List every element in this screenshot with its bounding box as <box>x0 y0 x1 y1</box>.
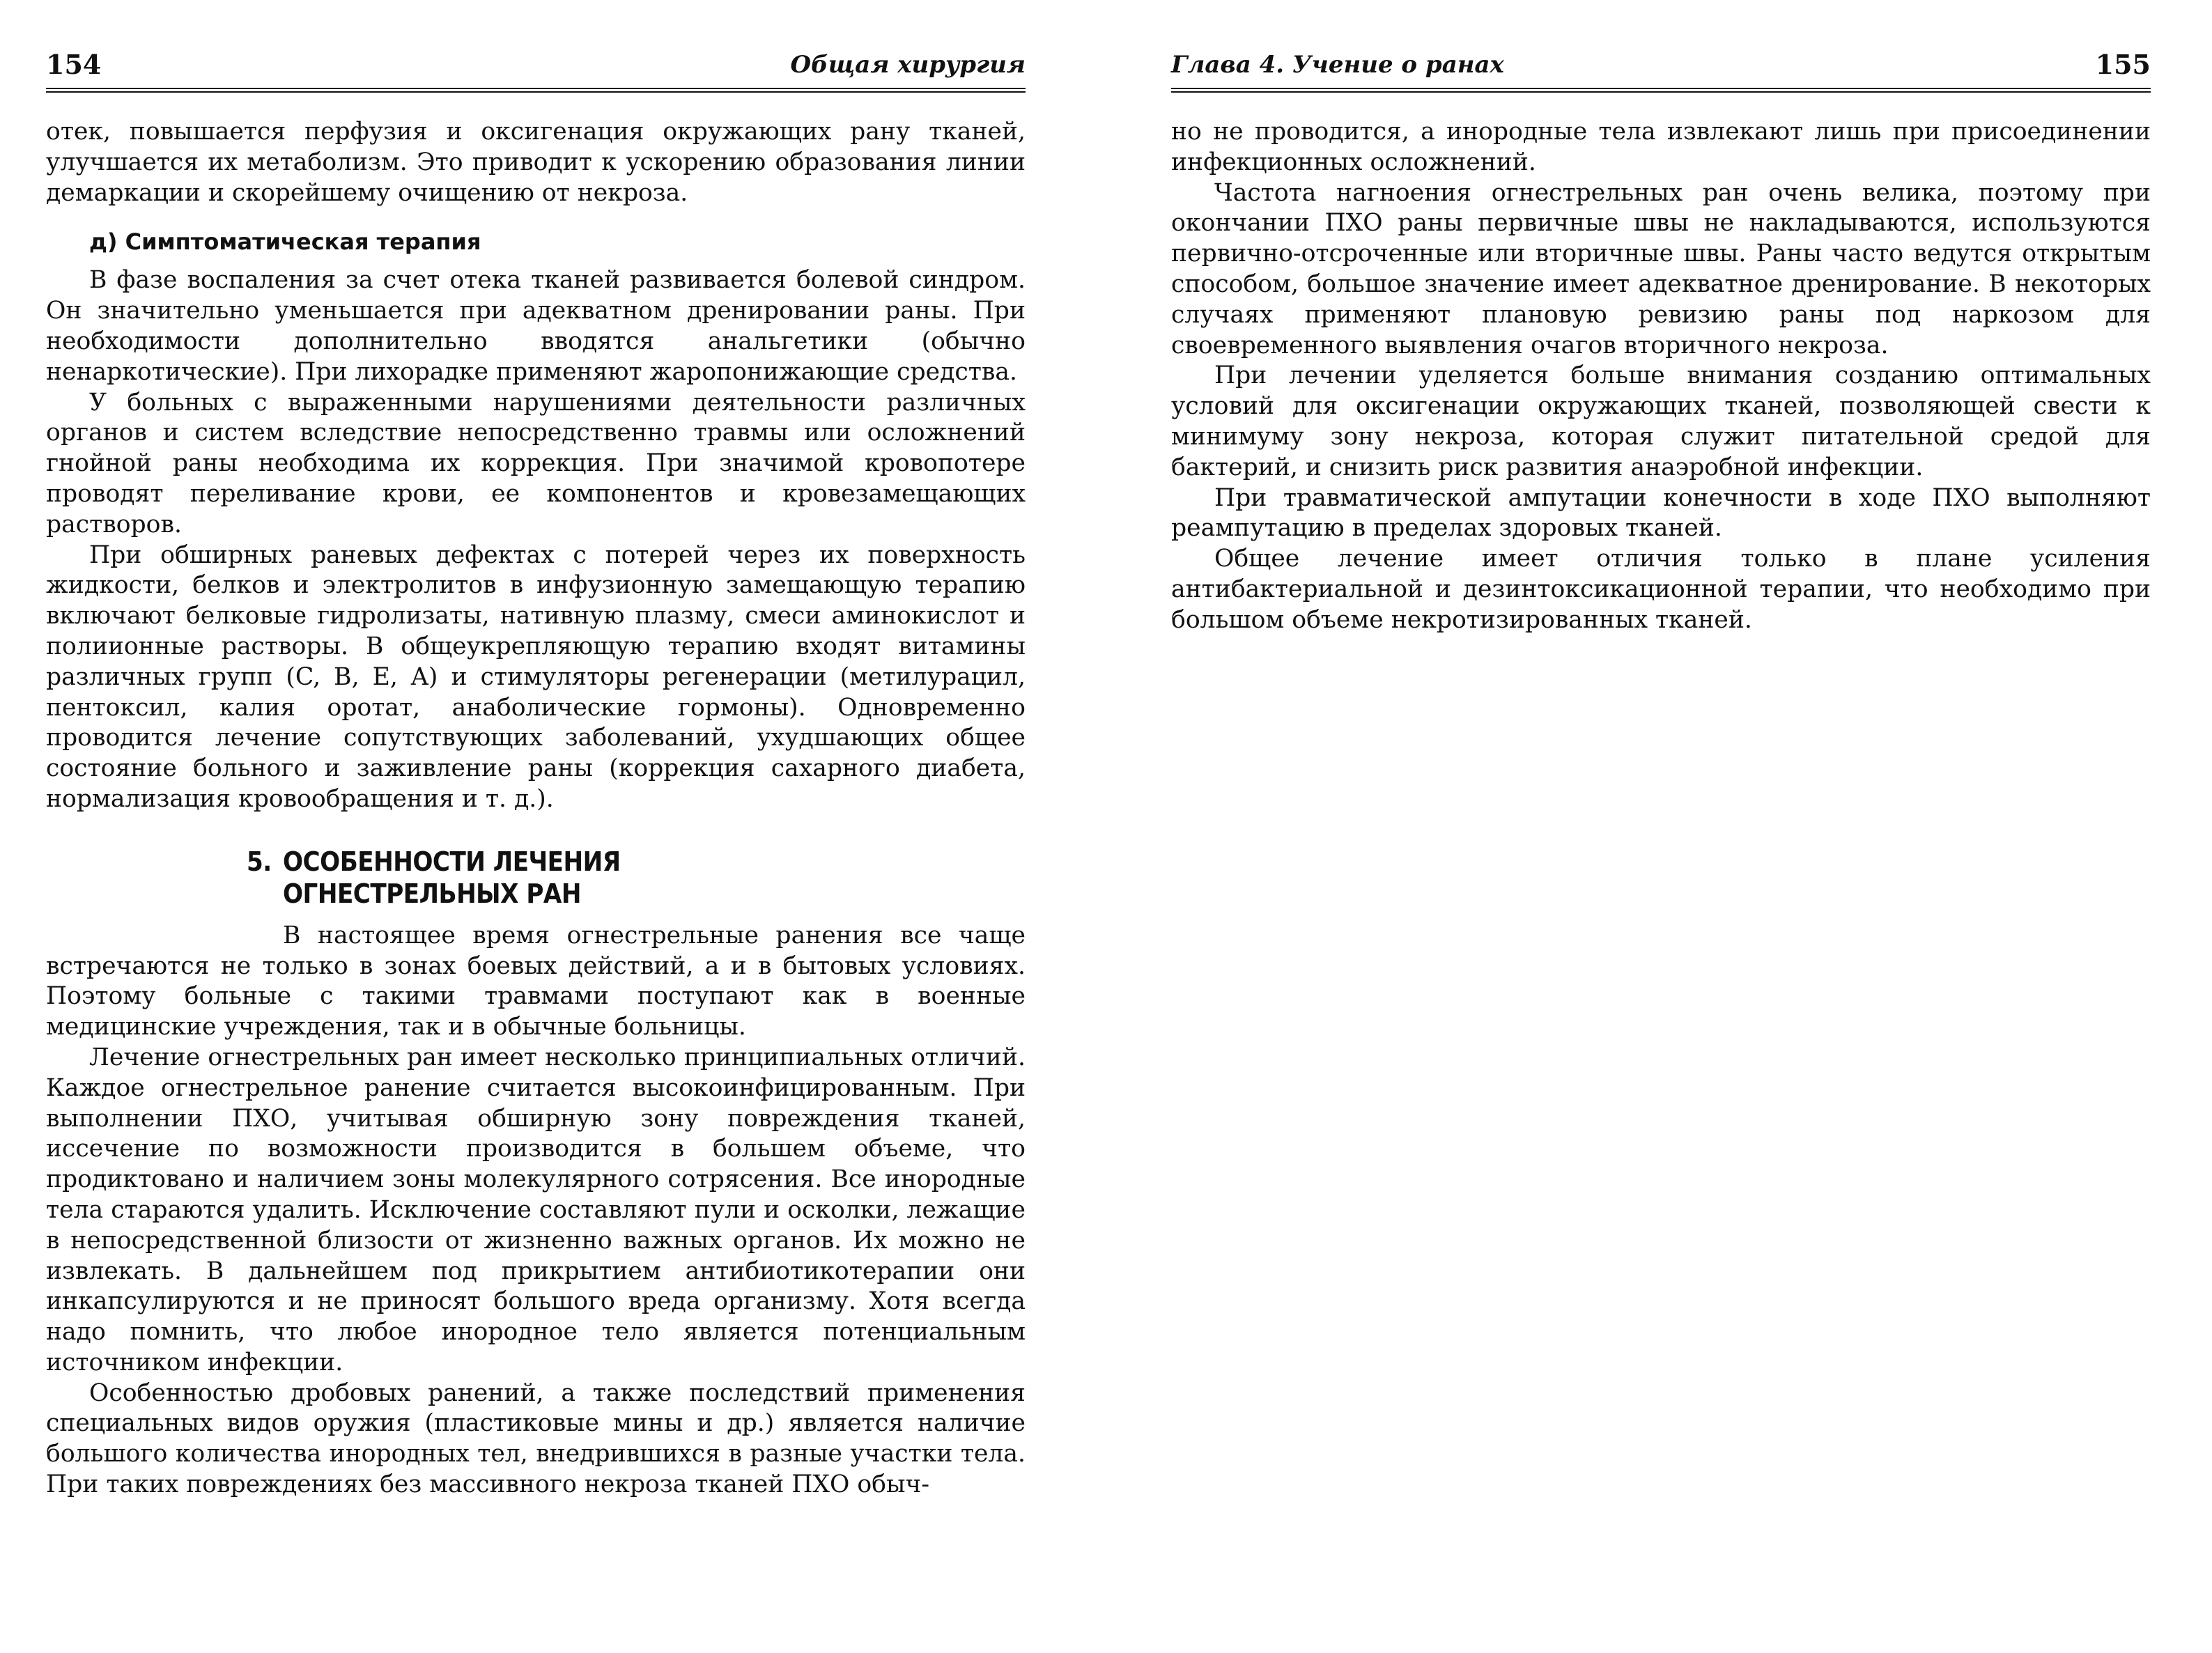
running-title: Глава 4. Учение о ранах <box>1171 51 1504 79</box>
paragraph: При травматической ампутации конечности в ходе ПХО выполняют реампутацию в пределах здоровых тканей. <box>1171 483 2151 543</box>
running-title: Общая хирургия <box>790 51 1026 79</box>
right-page <box>1106 0 2212 1653</box>
page-number: 154 <box>46 49 102 80</box>
paragraph: отек, повышается перфузия и оксигенация окружающих рану тканей, улучшается их метаболизм. Это приводит к ускорению образования линии демаркации и скорейшему очищению от некроза. <box>46 118 1026 207</box>
body-text <box>46 117 1026 1500</box>
paragraph: Особенностью дробовых ранений, а также последствий применения специальных видов оружия (пластиковые мины и др.) является наличие большого количества инородных тел, внедрившихся в разные участки тела. При таких повреждениях без массивного некроза тканей ПХО обыч- <box>46 1379 1026 1499</box>
paragraph: У больных с выраженными нарушениями деятельности различных органов и систем вследствие непосредственно травмы или осложнений гнойной раны необходима их коррекция. При значимой кровопотере проводят переливание крови, ее компонентов и кровезамещающих растворов. <box>46 388 1026 538</box>
paragraph: При лечении уделяется больше внимания созданию оптимальных условий для оксигенации окружающих тканей, позволяющей свести к минимуму зону некроза, которая служит питательной средой для бактерий, и снизить риск развития анаэробной инфекции. <box>1171 362 2151 481</box>
page-header <box>46 46 1026 93</box>
paragraph: В фазе воспаления за счет отека тканей развивается болевой синдром. Он значительно уменьшается при адекватном дренировании раны. При необходимости дополнительно вводятся анальгетики (обычно ненаркотические). При лихорадке применяют жаропонижающие средства. <box>46 266 1026 386</box>
body-text <box>1171 117 2151 636</box>
section-number: 5. <box>247 846 272 877</box>
subheading: д) Симптоматическая терапия <box>89 228 481 256</box>
section-title-line: ОГНЕСТРЕЛЬНЫХ РАН <box>283 878 581 909</box>
page-number: 155 <box>2095 49 2151 80</box>
section-title-line: ОСОБЕННОСТИ ЛЕЧЕНИЯ <box>283 846 621 877</box>
section-heading <box>247 846 1026 910</box>
paragraph: Лечение огнестрельных ран имеет несколько принципиальных отличий. Каждое огнестрельное ранение считается высокоинфицированным. При выполнении ПХО, учитывая обширную зону повреждения тканей, иссечение по возможности производится в большем объеме, что продиктовано и наличием зоны молекулярного сотрясения. Все инородные тела стараются удалить. Исключение составляют пули и осколки, лежащие в непосредственной близости от жизненно важных органов. Их можно не извлекать. В дальнейшем под прикрытием антибиотикотерапии они инкапсулируются и не приносят большого вреда организму. Хотя всегда надо помнить, что любое инородное тело является потенциальным источником инфекции. <box>46 1043 1026 1376</box>
paragraph: В настоящее время огнестрельные ранения все чаще встречаются не только в зонах боевых действий, а и в бытовых условиях. Поэтому больные с такими травмами поступают как в военные медицинские учреждения, так и в обычные больницы. <box>46 921 1026 1041</box>
paragraph: Общее лечение имеет отличия только в плане усиления антибактериальной и дезинтоксикационной терапии, что необходимо при большом объеме некротизированных тканей. <box>1171 545 2151 634</box>
paragraph: но не проводится, а инородные тела извлекают лишь при присоединении инфекционных осложнений. <box>1171 118 2151 176</box>
page-header <box>1171 46 2151 93</box>
paragraph: Частота нагноения огнестрельных ран очень велика, поэтому при окончании ПХО раны первичные швы не накладываются, используются первично-отсроченные или вторичные швы. Раны часто ведутся открытым способом, большое значение имеет адекватное дренирование. В некоторых случаях применяют плановую ревизию раны под наркозом для своевременного выявления очагов вторичного некроза. <box>1171 178 2151 359</box>
paragraph: При обширных раневых дефектах с потерей через их поверхность жидкости, белков и электролитов в инфузионную замещающую терапию включают белковые гидролизаты, нативную плазму, смеси аминокислот и полиионные растворы. В общеукрепляющую терапию входят витамины различных групп (C, B, E, A) и стимуляторы регенерации (метилурацил, пентоксил, калия оротат, анаболические гормоны). Одновременно проводится лечение сопутствующих заболеваний, ухудшающих общее состояние больного и заживление раны (коррекция сахарного диабета, нормализация кровообращения и т. д.). <box>46 541 1026 813</box>
